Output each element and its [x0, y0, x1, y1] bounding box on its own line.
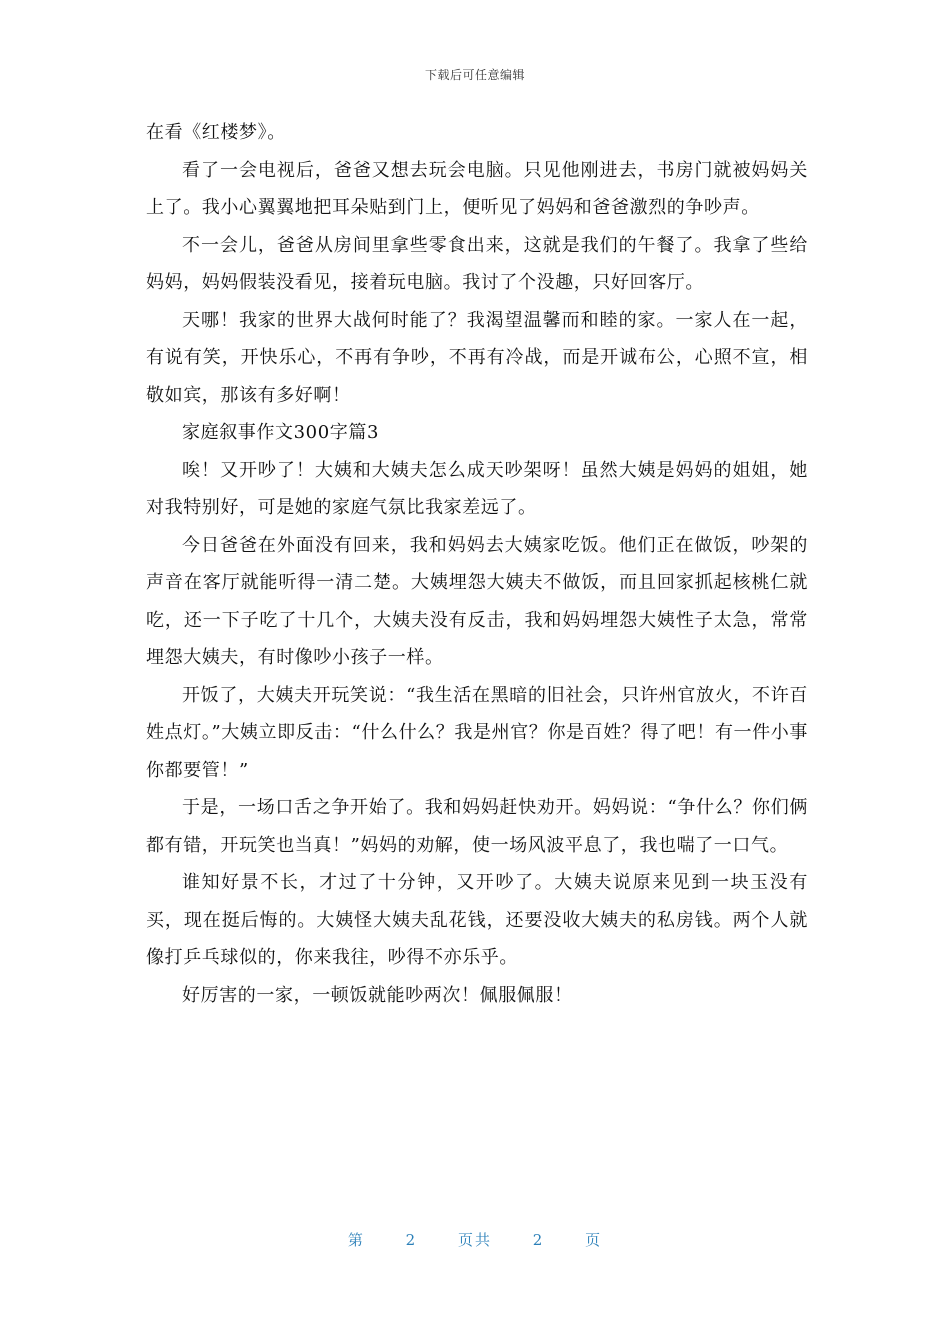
page-label-prefix: 第 [347, 1231, 365, 1249]
paragraph: 不一会儿，爸爸从房间里拿些零食出来，这就是我们的午餐了。我拿了些给妈妈，妈妈假装没看见，接着玩电脑。我讨了个没趣，只好回客厅。 [146, 234, 808, 293]
paragraph: 唉！又开吵了！大姨和大姨夫怎么成天吵架呀！虽然大姨是妈妈的姐姐，她对我特别好，可是她的家庭气氛比我家差远了。 [146, 459, 808, 518]
total-pages-number: 2 [532, 1231, 545, 1249]
page-header: 下载后可任意编辑 [424, 68, 525, 82]
page-label-mid: 页共 [457, 1231, 492, 1249]
section-heading: 家庭叙事作文300字篇3 [182, 422, 380, 443]
paragraph: 在看《红楼梦》。 [146, 122, 286, 143]
page-label-suffix: 页 [585, 1231, 603, 1249]
page-footer [0, 1229, 950, 1250]
paragraph: 看了一会电视后，爸爸又想去玩会电脑。只见他刚进去，书房门就被妈妈关上了。我小心翼翼地把耳朵贴到门上，便听见了妈妈和爸爸激烈的争吵声。 [146, 159, 808, 218]
paragraph: 好厉害的一家，一顿饭就能吵两次！佩服佩服！ [182, 984, 573, 1006]
paragraph: 于是，一场口舌之争开始了。我和妈妈赶快劝开。妈妈说：“争什么？你们俩都有错，开玩笑也当真！”妈妈的劝解，使一场风波平息了，我也喘了一口气。 [146, 797, 808, 856]
current-page-number: 2 [405, 1231, 418, 1249]
paragraph: 开饭了，大姨夫开玩笑说：“我生活在黑暗的旧社会，只许州官放火，不许百姓点灯。”大姨立即反击：“什么什么？我是州官？你是百姓？得了吧！有一件小事你都要管！” [146, 684, 808, 781]
paragraph: 今日爸爸在外面没有回来，我和妈妈去大姨家吃饭。他们正在做饭，吵架的声音在客厅就能听得一清二楚。大姨埋怨大姨夫不做饭，而且回家抓起核桃仁就吃，还一下子吃了十几个，大姨夫没有反击，我和妈妈埋怨大姨性子太急，常常埋怨大姨夫，有时像吵小孩子一样。 [146, 534, 808, 668]
document-body [146, 114, 808, 1014]
paragraph: 谁知好景不长，才过了十分钟，又开吵了。大姨夫说原来见到一块玉没有买，现在挺后悔的。大姨怪大姨夫乱花钱，还要没收大姨夫的私房钱。两个人就像打乒乓球似的，你来我往，吵得不亦乐乎。 [146, 872, 808, 968]
paragraph: 天哪！我家的世界大战何时能了？我渴望温馨而和睦的家。一家人在一起，有说有笑，开快乐心，不再有争吵，不再有冷战，而是开诚布公，心照不宣，相敬如宾，那该有多好啊！ [146, 309, 808, 406]
